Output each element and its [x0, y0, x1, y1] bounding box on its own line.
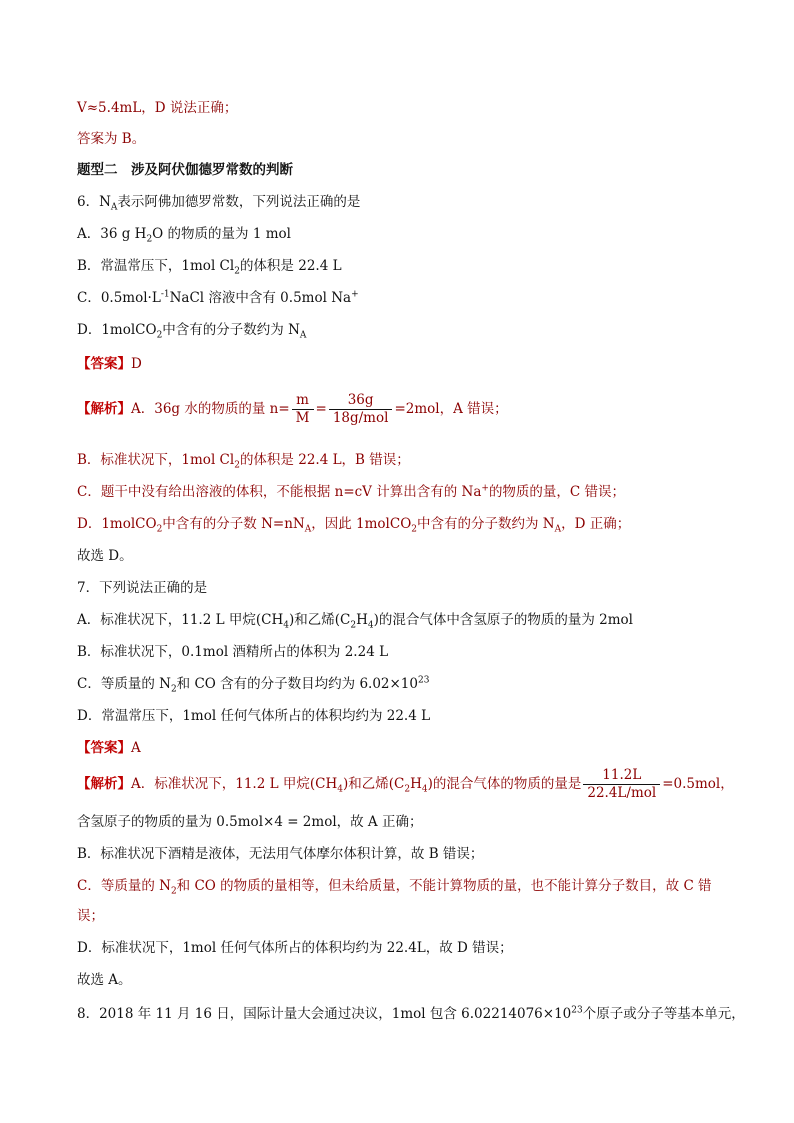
question-8-stem [77, 1004, 745, 1024]
text: C．等质量的 N [77, 878, 171, 894]
text: )和乙烯(C [342, 776, 405, 792]
text: NaCl 溶液中含有 0.5mol Na [169, 290, 352, 306]
text: H [410, 776, 422, 792]
question-6-option-d [77, 320, 734, 340]
text: 含氢原子的物质的量为 0.5mol×4 = 2mol，故 A 正确； [77, 814, 423, 830]
text: O 的物质的量为 1 mol [152, 226, 291, 242]
text: C．0.5mol·L [77, 290, 161, 306]
superscript: + [481, 483, 489, 494]
text: H [356, 612, 368, 628]
text: 题型二 涉及阿伏伽德罗常数的判断 [77, 162, 293, 178]
text: D．1molCO [77, 516, 157, 532]
text: A．标准状况下，11.2 L 甲烷(CH [77, 612, 284, 628]
text: = [315, 401, 327, 417]
question-6-explanation-c [77, 482, 734, 502]
subscript: 2 [411, 524, 417, 535]
text: 和 CO 含有的分子数目均约为 6.02×10 [176, 676, 418, 692]
text: B．常温常压下，1mol Cl [77, 258, 235, 274]
text: V≈5.4mL，D 说法正确； [77, 100, 238, 116]
subscript: 2 [234, 266, 240, 277]
question-7-explanation-a-cont [77, 812, 734, 832]
question-7-answer [77, 738, 734, 758]
fraction [329, 393, 393, 426]
text: 的体积是 22.4 L [239, 258, 342, 274]
superscript: -1 [160, 289, 170, 300]
subscript: 2 [156, 330, 163, 341]
text: 的体积是 22.4 L，B 错误； [239, 452, 410, 468]
subscript: 4 [337, 784, 343, 795]
explanation-tag: 【解析】 [77, 401, 131, 417]
superscript: 23 [418, 675, 430, 686]
text: D．1molCO [77, 322, 157, 338]
denominator: M [295, 410, 310, 426]
question-6-option-b [77, 256, 734, 276]
text-line [77, 98, 734, 118]
text: 6．N [77, 194, 111, 210]
subscript: 4 [421, 784, 428, 795]
question-7-final [77, 970, 734, 990]
question-6-option-c [77, 288, 734, 308]
text: B．标准状况下酒精是液体，无法用气体摩尔体积计算，故 B 错误； [77, 846, 484, 862]
question-7-stem [77, 578, 734, 598]
subscript: A [110, 202, 118, 213]
section-title [77, 160, 734, 180]
question-6-explanation-d [77, 514, 734, 534]
question-7-explanation-b [77, 844, 734, 864]
subscript: A [554, 524, 562, 535]
text: ，因此 1molCO [311, 516, 412, 532]
subscript: 4 [367, 620, 374, 631]
text: =2mol，A 错误； [394, 401, 508, 417]
question-7-explanation-c [77, 876, 734, 896]
question-7-explanation-c-cont [77, 906, 734, 926]
text: C．题干中没有给出溶液的体积，不能根据 n=cV 计算出含有的 Na [77, 484, 482, 500]
answer-value: D [131, 356, 142, 372]
text: 故选 D。 [77, 548, 133, 564]
question-7-option-d [77, 706, 734, 726]
text: A．36 g H [77, 226, 147, 242]
text: B．标准状况下，0.1mol 酒精所占的体积为 2.24 L [77, 644, 389, 660]
text: A．标准状况下，11.2 L 甲烷(CH [131, 776, 338, 792]
text: 表示阿佛加德罗常数，下列说法正确的是 [117, 194, 361, 210]
question-7-explanation-d [77, 938, 734, 958]
subscript: 4 [283, 620, 289, 631]
denominator: 22.4L/mol [587, 785, 657, 801]
superscript: + [351, 289, 359, 300]
answer-tag: 【答案】 [77, 740, 131, 756]
subscript: 2 [350, 620, 357, 631]
text: D．常温常压下，1mol 任何气体所占的体积均约为 22.4 L [77, 708, 431, 724]
numerator: m [292, 393, 314, 410]
text-line [77, 129, 734, 149]
text: 答案为 B。 [77, 131, 146, 147]
denominator: 18g/mol [332, 410, 389, 426]
question-6-final [77, 546, 734, 566]
text: 故选 A。 [77, 972, 132, 988]
numerator: 11.2L [583, 768, 660, 785]
text: 中含有的分子数约为 N [417, 516, 555, 532]
question-6-answer [77, 354, 734, 374]
text: D．标准状况下，1mol 任何气体所占的体积均约为 22.4L，故 D 错误； [77, 940, 513, 956]
question-6-explanation-a [77, 392, 734, 426]
text: )的混合气体的物质的量是 [427, 776, 582, 792]
text: )的混合气体中含氢原子的物质的量为 2mol [373, 612, 633, 628]
text: 中含有的分子数 N=nN [162, 516, 305, 532]
subscript: 2 [156, 524, 163, 535]
answer-tag: 【答案】 [77, 356, 131, 372]
question-7-option-a [77, 610, 734, 630]
fraction [292, 393, 314, 426]
question-6-stem [77, 192, 734, 212]
numerator: 36g [329, 393, 393, 410]
text: 8．2018 年 11 月 16 日，国际计量大会通过决议，1mol 包含 6.02214076×10 [77, 1006, 572, 1022]
text: 的物质的量，C 错误； [488, 484, 626, 500]
subscript: 2 [170, 886, 177, 897]
subscript: 2 [234, 460, 240, 471]
subscript: 2 [404, 784, 411, 795]
text: 误； [77, 908, 104, 924]
text: A．36g 水的物质的量 n= [131, 401, 290, 417]
question-7-explanation-a [77, 767, 734, 801]
subscript: A [299, 330, 307, 341]
text: ，D 正确； [561, 516, 631, 532]
text: C．等质量的 N [77, 676, 171, 692]
subscript: 2 [146, 234, 153, 245]
text: =0.5mol， [662, 776, 734, 792]
question-6-explanation-b [77, 450, 734, 470]
question-6-option-a [77, 224, 734, 244]
text: )和乙烯(C [288, 612, 351, 628]
text: 中含有的分子数约为 N [162, 322, 300, 338]
answer-value: A [131, 740, 141, 756]
text: 和 CO 的物质的量相等，但未给质量，不能计算物质的量，也不能计算分子数目，故 C 错 [176, 878, 712, 894]
superscript: 23 [571, 1005, 583, 1016]
explanation-tag: 【解析】 [77, 776, 131, 792]
question-7-option-c [77, 674, 734, 694]
question-7-option-b [77, 642, 734, 662]
subscript: A [304, 524, 312, 535]
text: B．标准状况下，1mol Cl [77, 452, 235, 468]
text: 7．下列说法正确的是 [77, 580, 208, 596]
subscript: 2 [170, 684, 177, 695]
fraction [583, 768, 660, 801]
text: 个原子或分子等基本单元， [582, 1006, 745, 1022]
